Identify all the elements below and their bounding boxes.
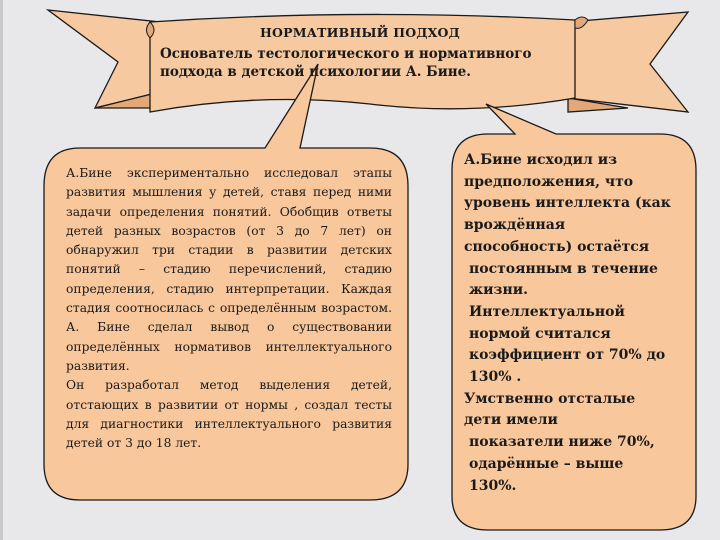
right-callout-text [464, 150, 674, 497]
right-line-3: Умственно отсталые дети имели [464, 390, 636, 429]
right-line-1: А.Бине исходил из предположения, что уровень интеллекта (как врождённая способность) остаётся [464, 152, 671, 255]
right-line-2: постоянным в течение жизни. Интеллектуальной нормой считался коэффициент от 70% до 130% . [469, 260, 666, 386]
left-paragraph-1: А.Бине экспериментально исследовал этапы развития мышления у детей, ставя перед ними задачи определения понятий. Обобщив ответы детей разных возрастов (от 3 до 7 лет) он обнаружил три стадии в развитии детских понятий – стадию перечислений, стадию определения, стадию интерпретации. Каждая стадия соотносилась с определённым возрастом. А. Бине сделал вывод о существовании определённых нормативов интеллектуального развития. [66, 166, 392, 373]
banner-title: НОРМАТИВНЫЙ ПОДХОД [260, 25, 460, 40]
left-paragraph-2: Он разработал метод выделения детей, отстающих в развитии от нормы , создал тесты для диагностики интеллектуального развития детей от 3 до 18 лет. [66, 378, 392, 451]
left-callout-text [66, 164, 392, 453]
banner-subtitle: Основатель тестологического и нормативного подхода в детской психологии А. Бине. [160, 45, 532, 80]
banner-text [160, 24, 560, 82]
right-line-4: показатели ниже 70%, одарённые – выше 130%. [469, 434, 655, 494]
